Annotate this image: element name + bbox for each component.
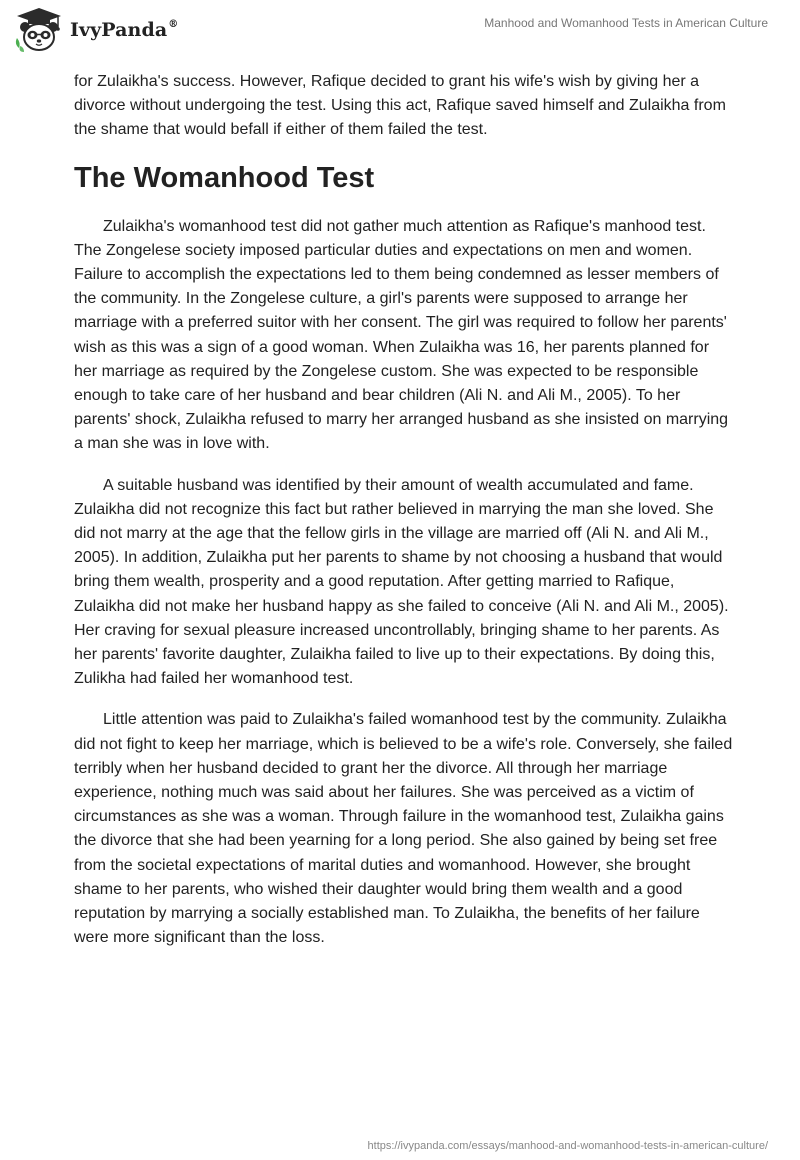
article-body <box>74 70 734 968</box>
body-paragraph: Zulaikha's womanhood test did not gather much attention as Rafique's manhood test. The Zongelese society imposed particular duties and expectations on men and women. Failure to accomplish the expectations led to them being condemned as lesser members of the community. In the Zongelese culture, a girl's parents were supposed to arrange her marriage with a preferred suitor with her consent. The girl was required to follow her parents' wish as this was a sign of a good woman. When Zulaikha was 16, her parents planned for her marriage as required by the Zongelese custom. She was expected to be responsible enough to take care of her husband and bear children (Ali N. and Ali M., 2005). To her parents' shock, Zulaikha refused to marry her arranged husband as she insisted on marrying a man she was in love with. <box>74 217 729 453</box>
page-header <box>0 0 800 62</box>
logo-name: IvyPanda <box>70 19 168 41</box>
body-paragraph: Little attention was paid to Zulaikha's failed womanhood test by the community. Zulaikha did not fight to keep her marriage, which is believed to be a wife's role. Conversely, she failed terribly when her husband decided to grant her the divorce. All through her marriage experience, nothing much was said about her failures. She was perceived as a victim of circumstances as she was a woman. Through failure in the womanhood test, Zulaikha gains the divorce that she had been yearning for a long period. She also gained by being set free from the societal expectations of marital duties and womanhood. However, she brought shame to her parents, who wished their daughter would bring them wealth and a good reputation by marrying a socially established man. To Zulaikha, the benefits of her failure were more significant than the loss. <box>74 711 733 947</box>
source-url[interactable]: https://ivypanda.com/essays/manhood-and-womanhood-tests-in-american-culture/ <box>367 1140 768 1152</box>
ivypanda-logo[interactable] <box>14 6 178 54</box>
registered-mark: ® <box>168 18 179 30</box>
section-heading: The Womanhood Test <box>74 161 375 194</box>
panda-graduate-icon <box>14 6 64 54</box>
document-title: Manhood and Womanhood Tests in American Culture <box>484 16 768 30</box>
logo-wordmark <box>70 19 178 41</box>
intro-paragraph: for Zulaikha's success. However, Rafique decided to grant his wife's wish by giving her a divorce without undergoing the test. Using this act, Rafique saved himself and Zulaikha from the shame that would befall if either of them failed the test. <box>74 73 726 139</box>
body-paragraph: A suitable husband was identified by their amount of wealth accumulated and fame. Zulaikha did not recognize this fact but rather believed in marrying the man she loved. She did not marry at the age that the fellow girls in the village are married off (Ali N. and Ali M., 2005). In addition, Zulaikha put her parents to shame by not choosing a husband that would bring them wealth, prosperity and a good reputation. After getting married to Rafique, Zulaikha did not make her husband happy as she failed to conceive (Ali N. and Ali M., 2005). Her craving for sexual pleasure increased uncontrollably, bringing shame to her parents. As her parents' favorite daughter, Zulaikha failed to live up to their expectations. By doing this, Zulikha had failed her womanhood test. <box>74 476 729 688</box>
